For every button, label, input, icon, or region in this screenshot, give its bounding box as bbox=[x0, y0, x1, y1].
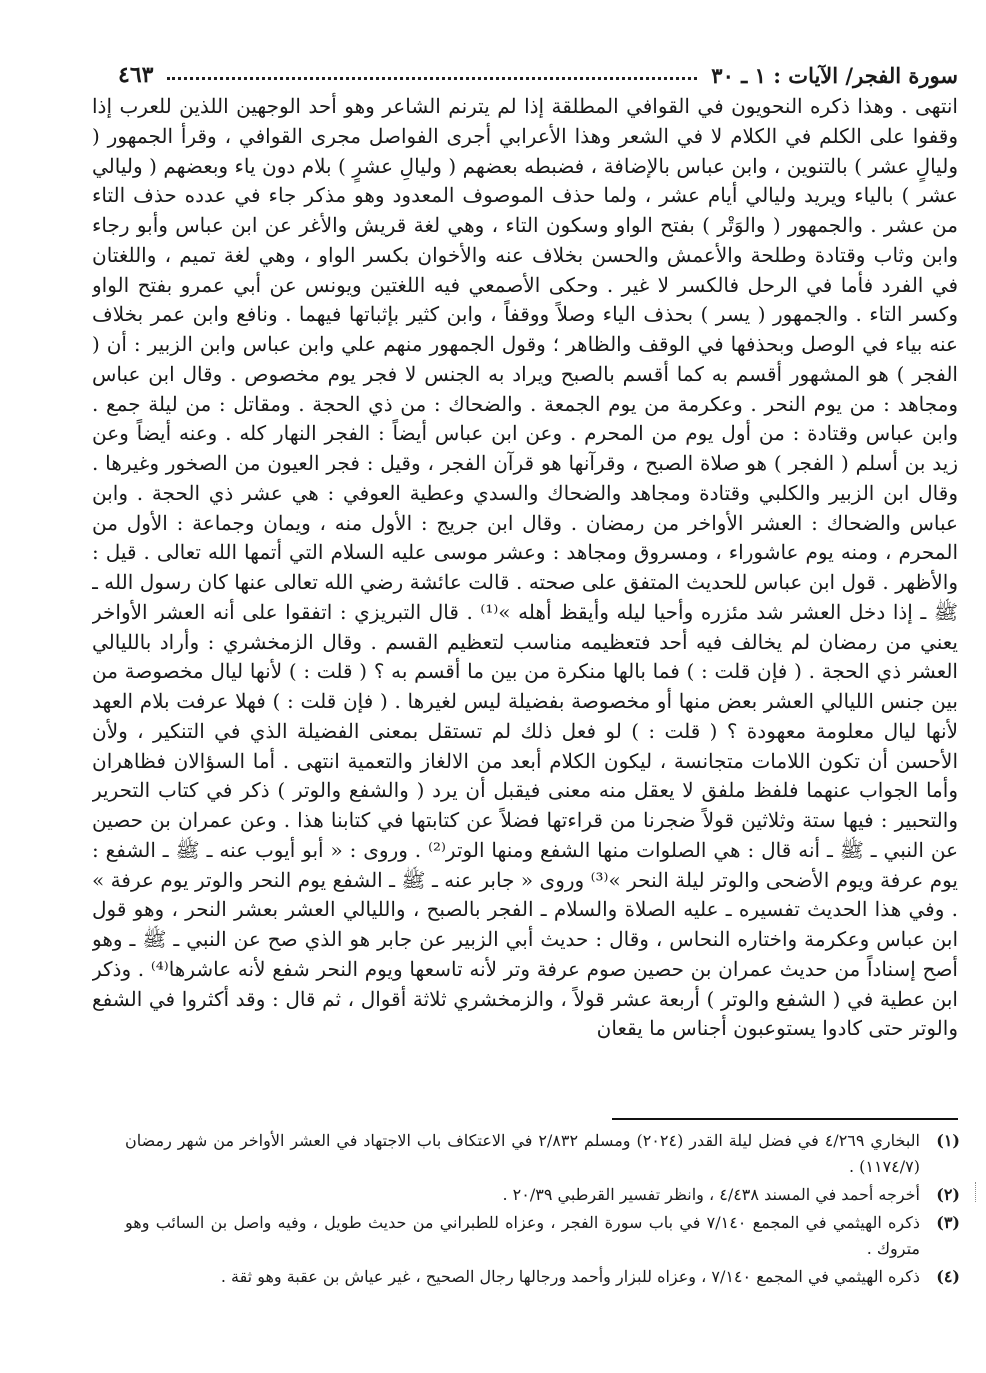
page-header bbox=[118, 40, 958, 88]
footnote-1 bbox=[125, 1128, 960, 1180]
footnote-2 bbox=[125, 1182, 960, 1208]
footnote-text: ذكره الهيثمي في المجمع ٧/١٤٠ ، وعزاه للبزار وأحمد ورجالها رجال الصحيح ، غير عياش بن عقبة وهو ثقة . bbox=[220, 1267, 920, 1286]
footnote-3 bbox=[125, 1210, 960, 1262]
footnote-number: (٣) bbox=[936, 1213, 960, 1232]
header-leader-dots bbox=[167, 77, 697, 80]
margin-scan-mark bbox=[975, 1182, 979, 1202]
footnote-text: ذكره الهيثمي في المجمع ٧/١٤٠ في باب سورة الفجر ، وعزاه للطبراني من حديث طويل ، وفيه واصل بن السائب وهو متروك . bbox=[125, 1213, 920, 1258]
footnote-number: (٢) bbox=[936, 1185, 960, 1204]
footnote-separator bbox=[612, 1118, 958, 1120]
footnote-text: البخاري ٤/٢٦٩ في فضل ليلة القدر (٢٠٢٤) ومسلم ٢/٨٣٢ في الاعتكاف باب الاجتهاد في العشر الأواخر من شهر رمضان (١١٧٤/٧) . bbox=[125, 1131, 920, 1176]
main-text bbox=[92, 92, 958, 1042]
main-paragraph: انتهى . وهذا ذكره النحويون في القوافي المطلقة إذا لم يترنم الشاعر وهو أحد الوجهين اللذين للعرب إذا وقفوا على الكلم في الكلام لا في الشعر وهذا الأعرابي أجرى الفواصل مجرى القوافي ، وقرأ الجمهور ( وليالٍ عشر ) بالتنوين ، وابن عباس بالإضافة ، فضبطه بعضهم ( وليالِ عشرٍ ) بلام دون ياء وبعضهم ( وليالي عشر ) بالياء ويريد وليالي أيام عشر ، ولما حذف الموصوف المعدود وهو مذكر جاء في عدده حذف التاء من عشر . والجمهور ( والوَتْر ) بفتح الواو وسكون التاء ، وهي لغة قريش والأغر عن ابن عباس وأبو رجاء وابن وثاب وقتادة وطلحة والأعمش والحسن بخلاف عنه والأخوان بكسر الواو ، وهي لغة تميم ، واللغتان في الفرد فأما في الرحل فالكسر لا غير . وحكى الأصمعي فيه اللغتين ويونس عن أبي عمرو بفتح الواو وكسر التاء . والجمهور ( يسر ) بحذف الياء وصلاً ووقفاً ، وابن كثير بإثباتها فيهما . ونافع وابن عمر بخلاف عنه بياء في الوصل وبحذفها في الوقف والظاهر ؛ وقول الجمهور منهم علي وابن عباس وابن الزبير : أن ( الفجر ) هو المشهور أقسم به كما أقسم بالصبح ويراد به الجنس لا فجر يوم مخصوص . وقال ابن عباس ومجاهد : من يوم النحر . وعكرمة من يوم الجمعة . والضحاك : من ذي الحجة . ومقاتل : من ليلة جمع . وابن عباس وقتادة : من أول يوم من المحرم . وعن ابن عباس أيضاً : الفجر النهار كله . وعنه أيضاً وعن زيد بن أسلم ( الفجر ) هو صلاة الصبح ، وقرآنها هو قرآن الفجر ، وقيل : فجر العيون من الصخور وغيرها . وقال ابن الزبير والكلبي وقتادة ومجاهد والضحاك والسدي وعطية العوفي : هي عشر ذي الحجة . وابن عباس والضحاك : العشر الأواخر من رمضان . وقال ابن جريج : الأول منه ، ويمان وجماعة : الأول من المحرم ، ومنه يوم عاشوراء ، ومسروق ومجاهد : وعشر موسى عليه السلام التي أتمها الله تعالى . قيل : والأظهر . قول ابن عباس للحديث المتفق على صحته . قالت عائشة رضي الله تعالى عنها كان رسول الله ـ ﷺ ـ إذا دخل العشر شد مئزره وأحيا ليله وأيقظ أهله »⁽¹⁾ . قال التبريزي : اتفقوا على أنه العشر الأواخر يعني من رمضان لم يخالف فيه أحد فتعظيمه مناسب لتعظيم القسم . وقال الزمخشري : وأراد بالليالي العشر ذي الحجة . ( فإن قلت : ) فما بالها منكرة من بين ما أقسم به ؟ ( قلت : ) لأنها ليال مخصوصة من بين جنس الليالي العشر بعض منها أو مخصوصة بفضيلة ليس لغيرها . ( فإن قلت : ) فهلا عرفت بلام العهد لأنها ليال معلومة معهودة ؟ ( قلت : ) لو فعل ذلك لم تستقل بمعنى الفضيلة الذي في التنكير ، ولأن الأحسن أن تكون اللامات متجانسة ، ليكون الكلام أبعد من الالغاز والتعمية انتهى . أما السؤالان فظاهران وأما الجواب عنهما فلفظ ملفق لا يعقل منه معنى فيقبل أن يرد ( والشفع والوتر ) ذكر في كتاب التحرير والتحبير : فيها ستة وثلاثين قولاً ضجرنا من قراءتها فضلاً عن كتابتها في كتابنا هذا . وعن عمران بن حصين عن النبي ـ ﷺ ـ أنه قال : هي الصلوات منها الشفع ومنها الوتر⁽²⁾ . وروى : « أبو أيوب عنه ـ ﷺ ـ الشفع : يوم عرفة ويوم الأضحى والوتر ليلة النحر »⁽³⁾ وروى « جابر عنه ـ ﷺ ـ الشفع يوم النحر والوتر يوم عرفة » . وفي هذا الحديث تفسيره ـ عليه الصلاة والسلام ـ الفجر بالصبح ، والليالي العشر بعشر النحر ، وهو قول ابن عباس وعكرمة واختاره النحاس ، وقال : حديث أبي الزبير عن جابر هو الذي صح عن النبي ـ ﷺ ـ وهو أصح إسناداً من حديث عمران بن حصين صوم عرفة وتر لأنه تاسعها ويوم النحر شفع لأنه عاشرها⁽⁴⁾ . وذكر ابن عطية في ( الشفع والوتر ) أربعة عشر قولاً ، والزمخشري ثلاثة أقوال ، ثم قال : وقد أكثروا في الشفع والوتر حتى كادوا يستوعبون أجناس ما يقعان bbox=[92, 94, 958, 1041]
footnote-text: أخرجه أحمد في المسند ٤/٤٣٨ ، وانظر تفسير القرطبي ٢٠/٣٩ . bbox=[502, 1185, 920, 1204]
footnote-4 bbox=[125, 1264, 960, 1290]
footnotes bbox=[125, 1128, 960, 1292]
footnote-number: (١) bbox=[936, 1131, 960, 1150]
page-number: ٤٦٣ bbox=[118, 62, 154, 88]
surah-title: سورة الفجر/ الآيات : ١ ـ ٣٠ bbox=[711, 63, 958, 88]
footnote-number: (٤) bbox=[936, 1267, 960, 1286]
